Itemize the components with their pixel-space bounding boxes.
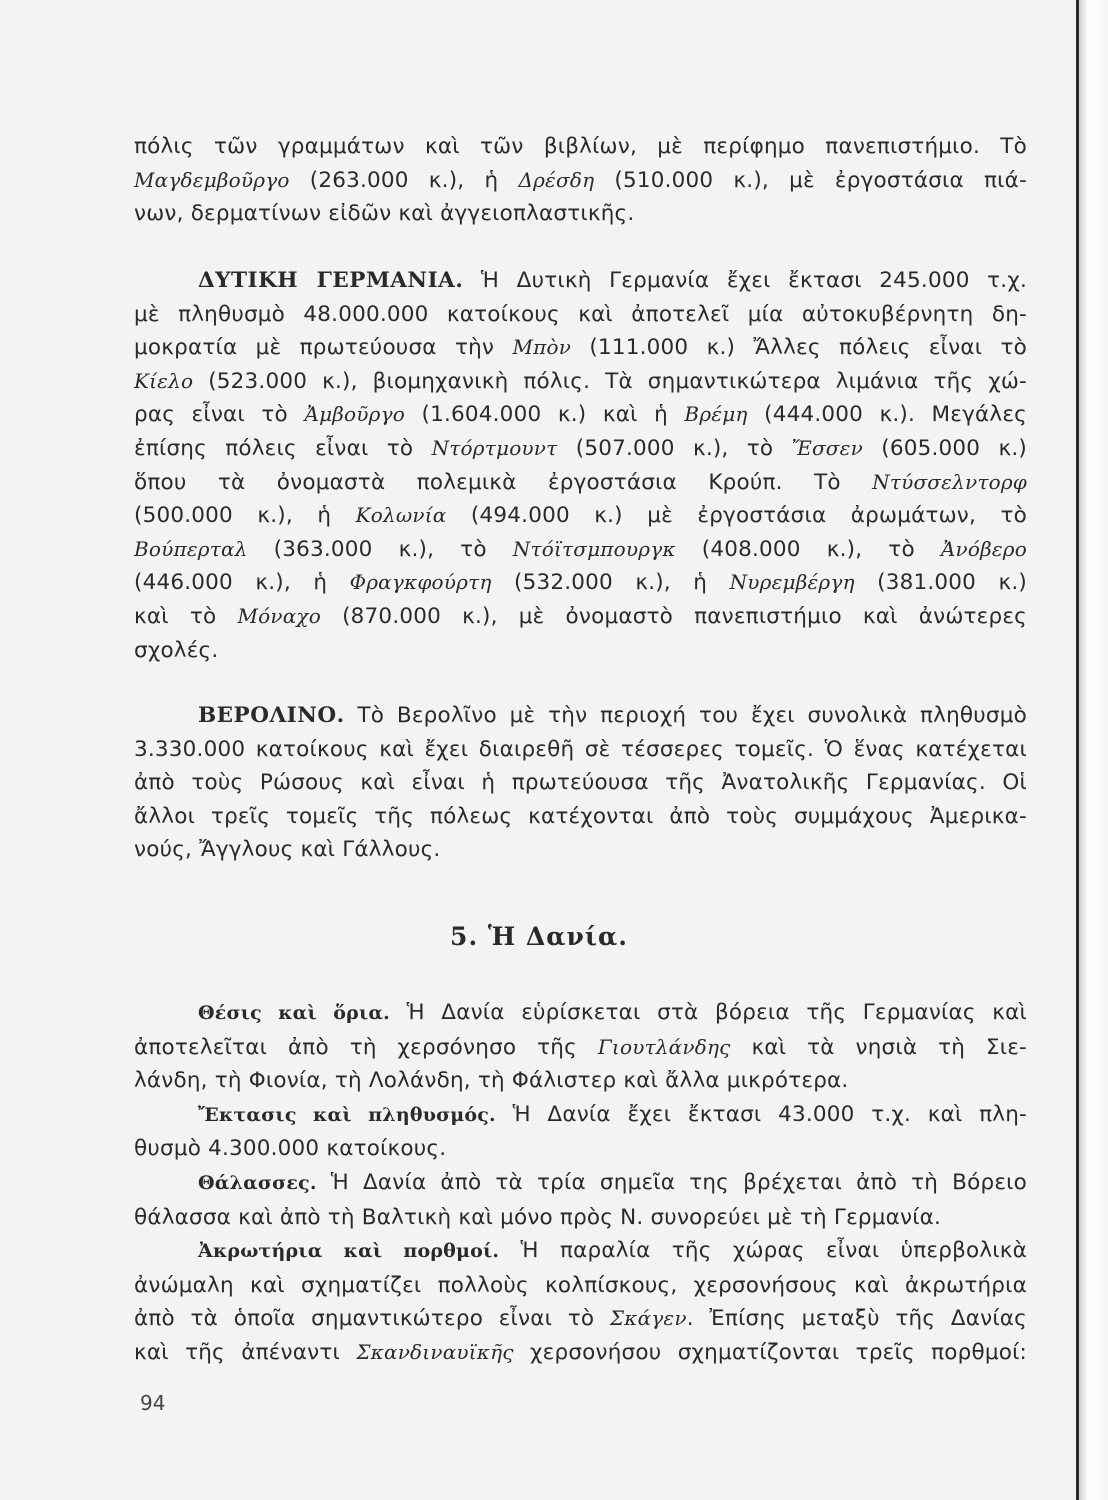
position-heading: Θέσις καὶ ὅρια. — [198, 1002, 390, 1024]
binding-line — [1076, 0, 1079, 1500]
page-number: 94 — [140, 1391, 166, 1415]
text-line: Θέσις καὶ ὅρια. Ἡ Δανία εὑρίσκεται στὰ βόρεια τῆς Γερμανίας καὶ — [198, 1000, 1027, 1025]
text-line: Κίελο (523.000 κ.), βιομηχανικὴ πόλις. Τὰ σημαντικώτερα λιμάνια τῆς χώ- — [134, 368, 1027, 394]
capes-heading: Ἀκρωτήρια καὶ πορθμοί. — [198, 1240, 500, 1263]
berlin-heading: ΒΕΡΟΛΙΝΟ. — [198, 703, 345, 728]
berlin-paragraph — [134, 699, 1027, 867]
text-line: ἀπὸ τοὺς Ρώσους καὶ εἶναι ἡ πρωτεύουσα τῆς Ἀνατολικῆς Γερμανίας. Οἱ — [134, 770, 1027, 796]
text-line: θυσμὸ 4.300.000 κατοίκους. — [134, 1136, 447, 1162]
text-line: νων, δερματίνων εἰδῶν καὶ ἀγγειοπλαστικῆς. — [134, 201, 635, 227]
text-line: νούς, Ἄγγλους καὶ Γάλλους. — [134, 837, 441, 863]
text-line: ΒΕΡΟΛΙΝΟ. Τὸ Βερολῖνο μὲ τὴν περιοχή του ἔχει συνολικὰ πληθυσμὸ — [198, 703, 1027, 728]
west-germany-heading: ΔΥΤΙΚΗ ΓΕΡΜΑΝΙΑ. — [198, 268, 464, 293]
text-line: ἐπίσης πόλεις εἶναι τὸ Ντόρτμουντ (507.000 κ.), τὸ Ἔσσεν (605.000 κ.) — [134, 435, 1027, 461]
text-line: Θάλασσες. Ἡ Δανία ἀπὸ τὰ τρία σημεῖα της βρέχεται ἀπὸ τὴ Βόρειο — [198, 1169, 1027, 1195]
text-line: μοκρατία μὲ πρωτεύουσα τὴν Μπὸν (111.000 κ.) Ἄλλες πόλεις εἶναι τὸ — [134, 335, 1027, 361]
text-line: ἀπὸ τὰ ὁποῖα σημαντικώτερο εἶναι τὸ Σκάγεν. Ἐπίσης μεταξὺ τῆς Δανίας — [134, 1306, 1027, 1332]
west-germany-paragraph — [134, 264, 1027, 667]
text-line: Ἔκτασις καὶ πληθυσμός. Ἡ Δανία ἔχει ἔκτασι 43.000 τ.χ. καὶ πλη- — [198, 1101, 1028, 1127]
text-line: ρας εἶναι τὸ Ἀμβοῦργο (1.604.000 κ.) καὶ ἡ Βρέμη (444.000 κ.). Μεγάλες — [134, 402, 1027, 428]
seas-heading: Θάλασσες. — [198, 1171, 317, 1194]
text-line: ἄλλοι τρεῖς τομεῖς τῆς πόλεως κατέχονται ἀπὸ τοὺς συμμάχους Ἀμερικα- — [134, 803, 1027, 829]
denmark-section — [134, 996, 1027, 1370]
text-line: Μαγδεμβοῦργο (263.000 κ.), ἡ Δρέσδη (510.000 κ.), μὲ ἐργοστάσια πιά- — [134, 167, 1027, 193]
text-line: (500.000 κ.), ἡ Κολωνία (494.000 κ.) μὲ ἐργοστάσια ἀρωμάτων, τὸ — [134, 503, 1027, 529]
text-line: θάλασσα καὶ ἀπὸ τὴ Βαλτικὴ καὶ μόνο πρὸς Ν. συνορεύει μὲ τὴ Γερμανία. — [134, 1204, 942, 1230]
text-line: καὶ τῆς ἀπέναντι Σκανδιναυϊκῆς χερσονήσου σχηματίζονται τρεῖς πορθμοί: — [134, 1339, 1027, 1365]
text-line: 3.330.000 κατοίκους καὶ ἔχει διαιρεθῆ σὲ τέσσερες τομεῖς. Ὁ ἕνας κατέχεται — [134, 736, 1027, 762]
text-line: μὲ πληθυσμὸ 48.000.000 κατοίκους καὶ ἀποτελεῖ μία αὐτοκυβέρνητη δη- — [134, 301, 1027, 327]
text-line: Ἀκρωτήρια καὶ πορθμοί. Ἡ παραλία τῆς χώρας εἶναι ὑπερβολικὰ — [198, 1238, 1027, 1264]
text-line: ἀνώμαλη καὶ σχηματίζει πολλοὺς κολπίσκους, χερσονήσους καὶ ἀκρωτήρια — [134, 1272, 1027, 1298]
text-line: ΔΥΤΙΚΗ ΓΕΡΜΑΝΙΑ. Ἡ Δυτικὴ Γερμανία ἔχει ἔκτασι 245.000 τ.χ. — [198, 268, 1027, 293]
text-line: σχολές. — [134, 637, 219, 663]
text-line: καὶ τὸ Μόναχο (870.000 κ.), μὲ ὀνομαστὸ πανεπιστήμιο καὶ ἀνώτερες — [134, 603, 1027, 629]
text-line: (446.000 κ.), ἡ Φραγκφούρτη (532.000 κ.), ἡ Νυρεμβέργη (381.000 κ.) — [134, 570, 1027, 596]
text-line: Βούπερταλ (363.000 κ.), τὸ Ντόϊτσμπουργκ (408.000 κ.), τὸ Ἀνόβερο — [134, 536, 1027, 562]
intro-paragraph — [134, 130, 1027, 231]
page-edge — [1078, 0, 1108, 1500]
section-title: 5. Ἡ Δανία. — [450, 922, 628, 951]
text-line: πόλις τῶν γραμμάτων καὶ τῶν βιβλίων, μὲ περίφημο πανεπιστήμιο. Τὸ — [134, 134, 1027, 159]
text-line: ὅπου τὰ ὀνομαστὰ πολεμικὰ ἐργοστάσια Κρούπ. Τὸ Ντύσσελντορφ — [134, 469, 1027, 495]
text-line: ἀποτελεῖται ἀπὸ τὴ χερσόνησο τῆς Γιουτλάνδης καὶ τὰ νησιὰ τὴ Σιε- — [134, 1034, 1027, 1060]
area-heading: Ἔκτασις καὶ πληθυσμός. — [198, 1103, 496, 1126]
text-line: λάνδη, τὴ Φιονία, τὴ Λολάνδη, τὴ Φάλιστερ καὶ ἄλλα μικρότερα. — [134, 1068, 849, 1094]
